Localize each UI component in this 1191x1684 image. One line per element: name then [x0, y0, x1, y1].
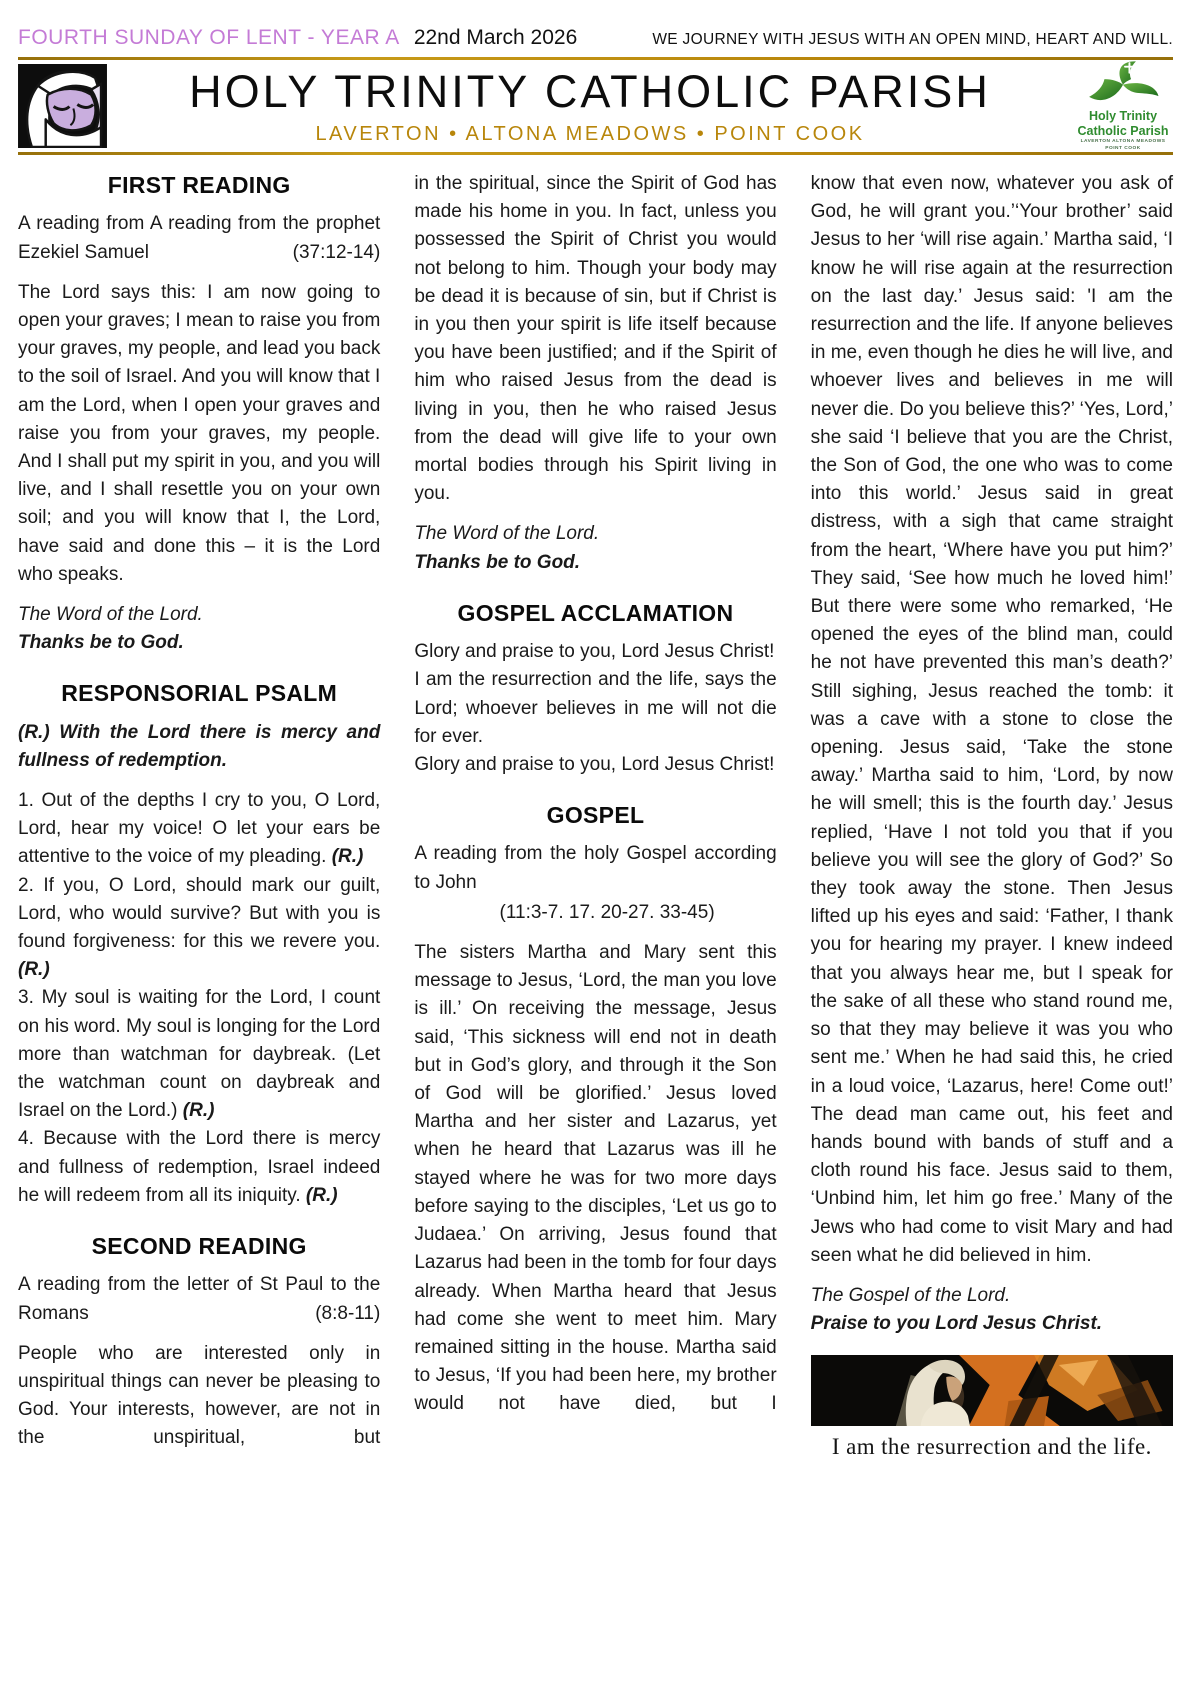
parish-locations: LAVERTON • ALTONA MEADOWS • POINT COOK	[315, 122, 865, 145]
first-reading-source	[18, 210, 380, 266]
psalm-verse: 2. If you, O Lord, should mark our guilt, Lord, who would survive? But with you is found forgiveness: for this we revere you. (R.)	[18, 874, 381, 981]
psalm-verse: 3. My soul is waiting for the Lord, I count on his word. My soul is longing for the Lord more than watchman for daybreak. (Let the watchman count on daybreak and Israel on the Lord.) (R.)	[18, 987, 381, 1122]
first-reading-body: The Lord says this: I am now going to open your graves; I mean to raise you from your graves, my people, and lead you back to the soil of Israel. And you will know that I am the Lord, when I open your graves and raise you from your graves, my people. And I shall put my spirit in you, and you will live, and I shall resettle you on your own soil; and you will know that I, the Lord, have said and done this – it is the Lord who speaks.	[18, 281, 381, 585]
gospel-body-part2: know that even now, whatever you ask of God, he will grant you.’‘Your brother’ said Jesus to her ‘will rise again.’ Martha said, ‘I know he will rise again at the resurrection on the last day.’ Jesus said: 'I am the resurrection and the life. If anyone believes in me, even though he dies he will live, and whoever lives and believes in me will never die. Do you believe this?’ ‘Yes, Lord,’ she said ‘I believe that you are the Christ, the Son of God, the one who was to come into this world.’ Jesus said in great distress, with a sigh that came straight from the heart, ‘Where have you put him?’ They said, ‘See how much he loved him!’ But there were some who remarked, ‘He opened the eyes of the blind man, could he not have prevented this man’s death?’ Still sighing, Jesus reached the tomb: it was a cave with a stone to close the opening. Jesus said, ‘Take the stone away.’ Martha said to him, ‘Lord, by now he will smell; this is the fourth day.’ Jesus replied, ‘Have I not told you that if you believe you will see the glory of God?’ So they took away the stone. Then Jesus lifted up his eyes and said: ‘Father, I thank you for hearing my prayer. I knew indeed that you always hear me, but I speak for the sake of all these who stand round me, so that they may believe it was you who sent me.’ When he had said this, he cried in a loud voice, ‘Lazarus, here! Come out!’ The dead man came out, his feet and hands bound with bands of stuff and a cloth round his face. Jesus said to them, ‘Unbind him, let him go free.’ Many of the Jews who had come to visit Mary and had seen what he did believed in him.	[810, 173, 1173, 1266]
column-1	[18, 170, 380, 1465]
logo-towns-line1: LAVERTON ALTONA MEADOWS	[1080, 139, 1166, 145]
resurrection-artwork	[811, 1355, 1173, 1460]
psalm-response-marker: (R.)	[305, 1184, 338, 1206]
second-reading-response: Thanks be to God.	[414, 551, 581, 573]
psalm-heading: RESPONSORIAL PSALM	[61, 680, 338, 707]
second-reading-source	[18, 1271, 380, 1327]
resurrection-artwork-image	[811, 1355, 1173, 1426]
second-reading-body-part1: People who are interested only in unspiritual things can never be pleasing to God. Your interests, however, are not in the unspiritual, but	[18, 1342, 381, 1449]
acclamation-line: I am the resurrection and the life, says the Lord; whoever believes in me will not die for ever.	[414, 669, 777, 747]
gospel-body-part1: The sisters Martha and Mary sent this message to Jesus, ‘Lord, the man you love is ill.’ On receiving the message, Jesus said, ‘This sickness will end not in death but in God’s glory, and through it the Son of God will be glorified.’ Jesus loved Martha and her sister and Lazarus, yet when he heard that Lazarus was ill he stayed where he was for two more days before saying to the disciples, ‘Let us go to Judaea.’ On arriving, Jesus found that Lazarus had been in the tomb for four days already. When Martha heard that Jesus had come she went to meet him. Mary remained sitting in the house. Martha said to Jesus, ‘If you had been here, my brother would not have died, but I	[414, 942, 777, 1415]
liturgical-season: FOURTH SUNDAY OF LENT - YEAR A	[18, 26, 400, 49]
first-reading-word: The Word of the Lord.	[18, 603, 203, 625]
readings-columns	[18, 155, 1173, 1465]
trinity-leaves-icon	[1081, 59, 1165, 109]
logo-name-line1: Holy Trinity	[1088, 109, 1158, 124]
psalm-response-marker: (R.)	[182, 1100, 215, 1122]
artwork-caption: I am the resurrection and the life.	[831, 1434, 1152, 1460]
bulletin-date: 22nd March 2026	[413, 26, 578, 49]
acclamation-line: Glory and praise to you, Lord Jesus Christ!	[414, 753, 775, 775]
psalm-response-marker: (R.)	[18, 959, 50, 981]
logo-name-line2: Catholic Parish	[1077, 123, 1169, 138]
first-reading-reference: (37:12-14)	[292, 241, 381, 263]
psalm-verses	[18, 787, 380, 1210]
parish-logo	[1073, 59, 1173, 152]
lazarus-face-logo	[18, 64, 107, 148]
column-2	[414, 170, 776, 1465]
column-3	[811, 170, 1173, 1465]
first-reading-intro: A reading from A reading from the prophet Ezekiel Samuel	[18, 213, 381, 263]
acclamation-line: Glory and praise to you, Lord Jesus Christ!	[414, 641, 775, 663]
second-reading-word: The Word of the Lord.	[414, 523, 600, 545]
topbar	[18, 0, 1173, 50]
gospel-source: A reading from the holy Gospel according to John	[414, 843, 777, 893]
gospel-heading: GOSPEL	[546, 802, 645, 829]
second-reading-heading: SECOND READING	[91, 1233, 307, 1260]
masthead-center	[107, 66, 1073, 145]
gospel-acclamation-heading: GOSPEL ACCLAMATION	[457, 599, 734, 626]
parish-motto: WE JOURNEY WITH JESUS WITH AN OPEN MIND, HEART AND WILL.	[652, 31, 1173, 48]
psalm-refrain: (R.) With the Lord there is mercy and fullness of redemption.	[18, 721, 381, 771]
gospel-reference: (11:3-7. 17. 20-27. 33-45)	[499, 901, 715, 923]
psalm-verse: 1. Out of the depths I cry to you, O Lord, Lord, hear my voice! O let your ears be attentive to the voice of my pleading. (R.)	[18, 790, 381, 868]
psalm-response-marker: (R.)	[331, 846, 364, 868]
first-reading-response: Thanks be to God.	[18, 632, 184, 654]
logo-towns-line2: POINT COOK	[1105, 146, 1141, 152]
lazarus-face-icon	[18, 64, 107, 148]
gospel-response: Praise to you Lord Jesus Christ.	[810, 1313, 1103, 1335]
masthead	[18, 60, 1173, 152]
gospel-word: The Gospel of the Lord.	[810, 1284, 1011, 1306]
first-reading-heading: FIRST READING	[107, 172, 291, 198]
parish-title: HOLY TRINITY CATHOLIC PARISH	[189, 66, 991, 118]
psalm-verse: 4. Because with the Lord there is mercy and fullness of redemption, Israel indeed he will redeem from all its iniquity. (R.)	[18, 1128, 381, 1206]
acclamation-lines	[414, 638, 776, 779]
second-reading-body-part2: in the spiritual, since the Spirit of God has made his home in you. In fact, unless you possessed the Spirit of Christ you would not belong to him. Though your body may be dead it is because of sin, but if Christ is in you then your spirit is life itself because you have been justified; and if the Spirit of him who raised Jesus from the dead is living in you, then he who raised Jesus from the dead will give life to your own mortal bodies through his Spirit living in you.	[414, 173, 777, 505]
second-reading-intro: A reading from the letter of St Paul to the Romans	[18, 1274, 381, 1324]
second-reading-reference: (8:8-11)	[315, 1302, 381, 1324]
